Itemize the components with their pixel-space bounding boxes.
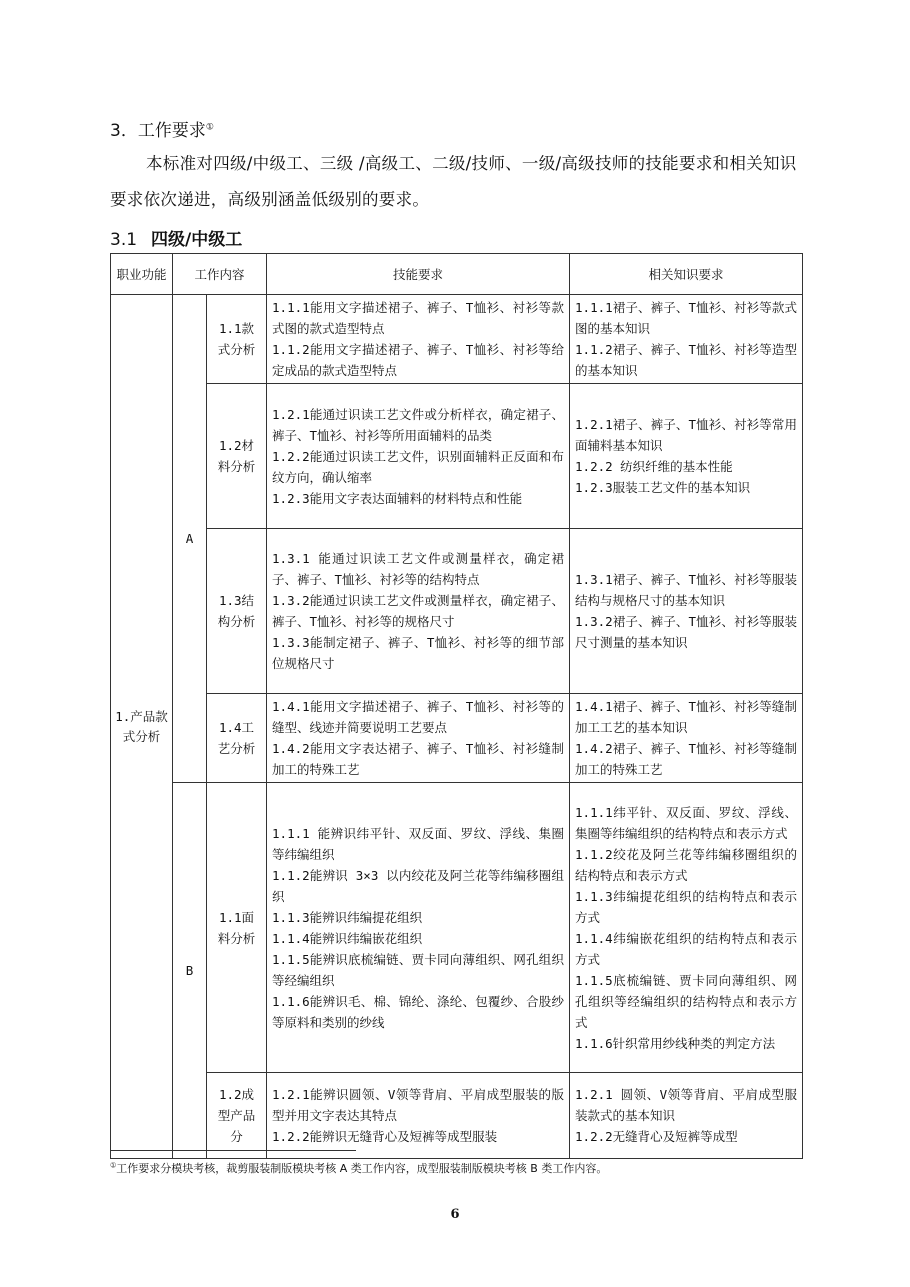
- knowledge-item: 1.2.1裙子、裤子、T恤衫、衬衫等常用面辅料基本知识: [575, 417, 798, 453]
- knowledge-item: 1.3.1裙子、裤子、T恤衫、衬衫等服装结构与规格尺寸的基本知识: [575, 572, 798, 608]
- skill-item: 1.3.1 能通过识读工艺文件或测量样衣，确定裙子、裤子、T恤衫、衬衫等的结构特点: [272, 551, 565, 587]
- footnote-divider: [110, 1150, 356, 1151]
- subsection-number: 3.1: [110, 230, 138, 250]
- skill-item: 1.4.2能用文字表达裙子、裤子、T恤衫、衬衫缝制加工的特殊工艺: [272, 741, 565, 777]
- content-cell: 1.1款式分析: [207, 295, 267, 384]
- function-cell: 1.产品款式分析: [111, 295, 173, 1159]
- section-heading: [110, 116, 214, 141]
- skill-item: 1.3.3能制定裙子、裤子、T恤衫、衬衫等的细节部位规格尺寸: [272, 635, 565, 671]
- table-row: [111, 384, 803, 529]
- knowledge-item: 1.2.2 纺织纤维的基本性能: [575, 459, 733, 474]
- knowledge-cell: [570, 529, 803, 694]
- knowledge-item: 1.1.1纬平针、双反面、罗纹、浮线、集圈等纬编组织的结构特点和表示方式: [575, 804, 798, 841]
- page-number: 6: [450, 1207, 460, 1222]
- knowledge-cell: [570, 295, 803, 384]
- skill-item: 1.1.5能辨识底梳编链、贾卡同向薄组织、网孔组织等经编组织: [272, 951, 565, 988]
- skills-cell: [267, 384, 570, 529]
- skill-item: 1.1.2能用文字描述裙子、裤子、T恤衫、衬衫等给定成品的款式造型特点: [272, 342, 565, 378]
- footnote-marker[interactable]: ①: [205, 122, 214, 133]
- header-function: 职业功能: [111, 254, 173, 295]
- knowledge-item: 1.1.5底梳编链、贾卡同向薄组织、网孔组织等经编组织的结构特点和表示方式: [575, 972, 798, 1030]
- skills-cell: [267, 529, 570, 694]
- module-cell-b: B: [173, 783, 207, 1159]
- table-header-row: [111, 254, 803, 295]
- knowledge-item: 1.1.4纬编嵌花组织的结构特点和表示方式: [575, 930, 798, 967]
- subsection-heading: [110, 225, 242, 250]
- knowledge-item: 1.1.2绞花及阿兰花等纬编移圈组织的结构特点和表示方式: [575, 846, 798, 883]
- intro-paragraph: 本标准对四级/中级工、三级 /高级工、二级/技师、一级/高级技师的技能要求和相关知识要求依次递进，高级别涵盖低级别的要求。: [110, 154, 797, 209]
- knowledge-cell: [570, 384, 803, 529]
- header-content: 工作内容: [173, 254, 267, 295]
- skill-item: 1.2.1能通过识读工艺文件或分析样衣，确定裙子、裤子、T恤衫、衬衫等所用面辅料的品类: [272, 406, 565, 443]
- table-row: [111, 529, 803, 694]
- skill-item: 1.2.3能用文字表达面辅料的材料特点和性能: [272, 490, 523, 506]
- skills-cell: [267, 295, 570, 384]
- table-row: [111, 1073, 803, 1159]
- module-cell-a: A: [173, 295, 207, 783]
- skill-item: 1.1.4能辨识纬编嵌花组织: [272, 930, 423, 946]
- skills-cell: [267, 694, 570, 783]
- knowledge-item: 1.1.6针织常用纱线种类的判定方法: [575, 1035, 776, 1051]
- skill-item: 1.1.2能辨识 3×3 以内绞花及阿兰花等纬编移圈组织: [272, 867, 565, 904]
- skill-item: 1.4.1能用文字描述裙子、裤子、T恤衫、衬衫等的缝型、线迹并简要说明工艺要点: [272, 699, 565, 735]
- skills-cell: [267, 1073, 570, 1159]
- section-number: 3．: [110, 121, 138, 141]
- skill-item: 1.2.1能辨识圆领、V领等背肩、平肩成型服装的版型并用文字表达其特点: [272, 1087, 565, 1123]
- knowledge-item: 1.3.2裙子、裤子、T恤衫、衬衫等服装尺寸测量的基本知识: [575, 614, 798, 650]
- knowledge-cell: [570, 783, 803, 1073]
- table-row: [111, 783, 803, 1073]
- header-skills: 技能要求: [267, 254, 570, 295]
- section-title: 工作要求: [137, 121, 206, 141]
- content-cell: 1.2成型产品分: [207, 1073, 267, 1159]
- skill-item: 1.1.6能辨识毛、棉、锦纶、涤纶、包覆纱、合股纱等原料和类别的纱线: [272, 993, 565, 1030]
- knowledge-cell: [570, 1073, 803, 1159]
- table-row: [111, 694, 803, 783]
- header-knowledge: 相关知识要求: [570, 254, 803, 295]
- content-cell: 1.2材料分析: [207, 384, 267, 529]
- table-row: [111, 295, 803, 384]
- knowledge-item: 1.2.3服装工艺文件的基本知识: [575, 480, 751, 495]
- skill-item: 1.1.3能辨识纬编提花组织: [272, 909, 423, 925]
- knowledge-item: 1.2.1 圆领、V领等背肩、平肩成型服装款式的基本知识: [575, 1087, 798, 1123]
- footnote-text: 工作要求分模块考核，裁剪服装制版模块考核 A 类工作内容，成型服装制版模块考核 B 类工作内容。: [116, 1162, 608, 1175]
- knowledge-item: 1.2.2无缝背心及短裤等成型: [575, 1129, 738, 1144]
- knowledge-item: 1.1.1裙子、裤子、T恤衫、衬衫等款式图的基本知识: [575, 300, 798, 336]
- content-cell: 1.3结构分析: [207, 529, 267, 694]
- knowledge-item: 1.1.2裙子、裤子、T恤衫、衬衫等造型的基本知识: [575, 342, 798, 378]
- skill-item: 1.2.2能辨识无缝背心及短裤等成型服装: [272, 1129, 498, 1144]
- skill-item: 1.1.1 能辨识纬平针、双反面、罗纹、浮线、集圈等纬编组织: [272, 825, 565, 862]
- knowledge-item: 1.4.1裙子、裤子、T恤衫、衬衫等缝制加工工艺的基本知识: [575, 699, 798, 735]
- skill-item: 1.1.1能用文字描述裙子、裤子、T恤衫、衬衫等款式图的款式造型特点: [272, 300, 565, 336]
- knowledge-item: 1.4.2裙子、裤子、T恤衫、衬衫等缝制加工的特殊工艺: [575, 741, 798, 777]
- subsection-title: 四级/中级工: [151, 230, 243, 250]
- skill-item: 1.3.2能通过识读工艺文件或测量样衣，确定裙子、裤子、T恤衫、衬衫等的规格尺寸: [272, 593, 565, 629]
- content-cell: 1.1面料分析: [207, 783, 267, 1073]
- knowledge-cell: [570, 694, 803, 783]
- footnote-mark: ①: [110, 1161, 117, 1170]
- content-cell: 1.4工艺分析: [207, 694, 267, 783]
- skills-cell: [267, 783, 570, 1073]
- knowledge-item: 1.1.3纬编提花组织的结构特点和表示方式: [575, 888, 798, 925]
- footnote: [110, 1160, 607, 1176]
- requirements-table: [110, 253, 803, 1159]
- skill-item: 1.2.2能通过识读工艺文件，识别面辅料正反面和布纹方向，确认缩率: [272, 448, 565, 485]
